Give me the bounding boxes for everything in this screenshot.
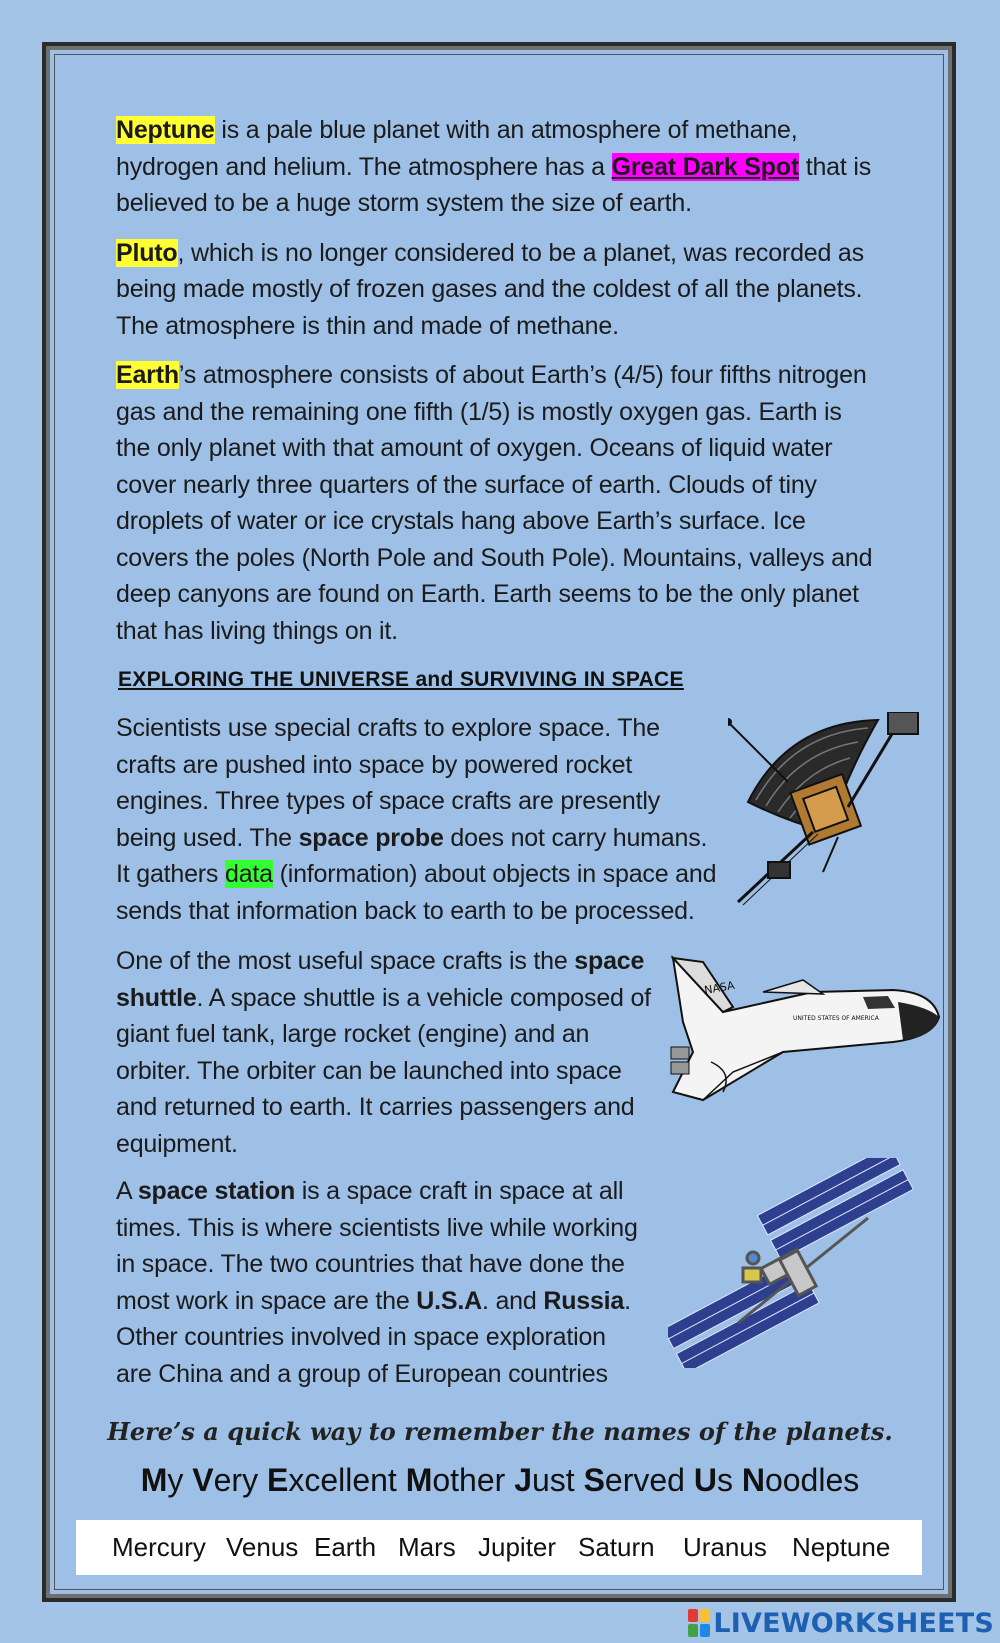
section-heading: EXPLORING THE UNIVERSE and SURVIVING IN SPACE bbox=[118, 668, 684, 691]
pluto-paragraph: Pluto, which is no longer considered to be a planet, was recorded as being made mostly of frozen gases and the coldest of all the planets. The atmosphere is thin and made of methane. bbox=[116, 238, 864, 340]
planet-earth: Earth bbox=[314, 1532, 377, 1562]
pluto-highlight: Pluto bbox=[116, 238, 178, 267]
space-shuttle-paragraph: One of the most useful space crafts is the space shuttle. A space shuttle is a vehicle composed of giant fuel tank, large rocket (engine) and an orbiter. The orbiter can be launched into space and returned to earth. It carries passengers and equipment. bbox=[116, 947, 651, 1158]
earth-paragraph: Earth’s atmosphere consists of about Earth’s (4/5) four fifths nitrogen gas and the remaining one fifth (1/5) is mostly oxygen gas. Earth is the only planet with that amount of oxygen. Oceans of liquid water cover nearly three quarters of the surface of earth. Clouds of tiny droplets of water or ice crystals hang above Earth’s surface. Ice covers the poles (North Pole and South Pole). Mountains, valleys and deep canyons are found on Earth. Earth seems to be the only planet that has living things on it. bbox=[116, 361, 873, 645]
space-station-paragraph: A space station is a space craft in space at all times. This is where scientists live while working in space. The two countries that have done the most work in space are the U.S.A. and Russia. Other countries involved in space exploration are China and a group of European countries bbox=[116, 1177, 638, 1388]
svg-text:UNITED STATES OF AMERICA: UNITED STATES OF AMERICA bbox=[793, 1015, 879, 1022]
data-highlight: data bbox=[224, 860, 273, 888]
space-station-image bbox=[668, 1158, 930, 1368]
planet-uranus: Uranus bbox=[683, 1532, 767, 1562]
planet-saturn: Saturn bbox=[578, 1532, 655, 1562]
planet-neptune: Neptune bbox=[792, 1532, 891, 1562]
great-dark-spot-highlight: Great Dark Spot bbox=[611, 152, 799, 181]
space-shuttle-image bbox=[663, 952, 941, 1112]
mnemonic-word: Served bbox=[583, 1462, 685, 1498]
svg-text:NASA: NASA bbox=[703, 978, 736, 997]
mnemonic-word: Mother bbox=[405, 1462, 506, 1498]
planet-jupiter: Jupiter bbox=[478, 1532, 557, 1562]
mnemonic-word: Excellent bbox=[266, 1462, 397, 1498]
logo-text: LIVEWORKSHEETS bbox=[713, 1607, 994, 1639]
neptune-paragraph: Neptune is a pale blue planet with an atmosphere of methane, hydrogen and helium. The atmosphere has a Great Dark Spot that is believed to be a huge storm system the size of earth. bbox=[116, 116, 872, 217]
planet-mars: Mars bbox=[398, 1532, 456, 1562]
neptune-highlight: Neptune bbox=[116, 116, 215, 144]
mnemonic-word: My bbox=[140, 1462, 184, 1498]
planet-descriptions bbox=[116, 112, 876, 662]
mnemonic-word: Just bbox=[514, 1462, 575, 1498]
mnemonic-word: Very bbox=[192, 1462, 259, 1498]
mnemonic-intro: Here’s a quick way to remember the names of the planets. bbox=[107, 1417, 893, 1446]
mnemonic-word: Us bbox=[693, 1462, 733, 1498]
planet-venus: Venus bbox=[226, 1532, 299, 1562]
planet-list bbox=[76, 1520, 922, 1575]
mnemonic-word: Noodles bbox=[741, 1462, 860, 1498]
space-probe-paragraph: Scientists use special crafts to explore space. The crafts are pushed into space by powered rocket engines. Three types of space crafts are presently being used. The space probe does not carry humans. It gathers data (information) about objects in space and sends that information back to earth to be processed. bbox=[116, 714, 717, 925]
space-probe-image bbox=[728, 712, 938, 912]
planet-mercury: Mercury bbox=[112, 1532, 206, 1562]
liveworksheets-logo[interactable] bbox=[688, 1607, 994, 1639]
earth-highlight: Earth bbox=[116, 361, 179, 389]
mnemonic-sentence bbox=[0, 1462, 1000, 1499]
logo-icon bbox=[688, 1609, 710, 1637]
